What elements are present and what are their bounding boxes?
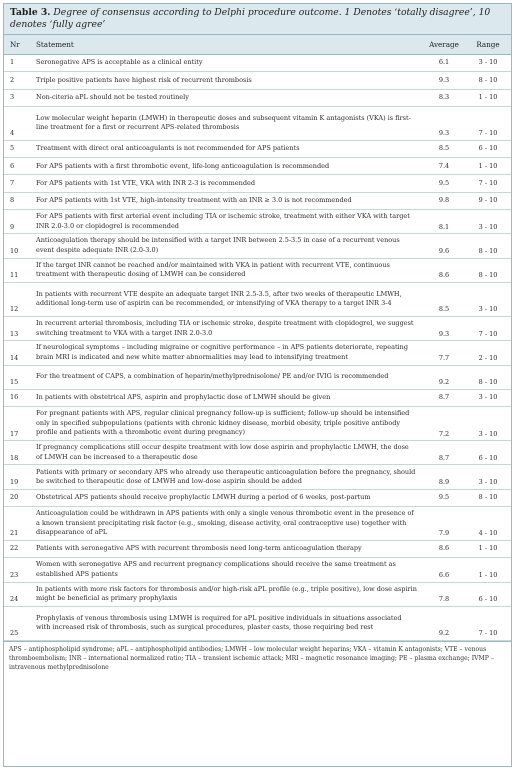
row-statement: In recurrent arterial thrombosis, including TIA or ischemic stroke, despite treatment with clopidogrel, we suggest switching treatment to VKA with a target INR 2.0-3.0 — [36, 319, 414, 337]
row-nr: 7 — [10, 178, 15, 187]
row-average: 9.5 — [438, 493, 450, 502]
row-average: 8.6 — [438, 271, 450, 280]
caption-text: Degree of consensus according to Delphi procedure outcome. 1 Denotes ‘totally disagree’, 10 denotes ‘fully agree’ — [10, 7, 491, 30]
row-statement: If pregnancy complications still occur despite treatment with low dose aspirin and prophylactic LMWH, the dose of LMWH can be increased to a therapeutic dose — [36, 443, 409, 461]
row-nr: 19 — [10, 478, 19, 487]
row-nr: 3 — [10, 92, 15, 101]
table-row — [4, 234, 511, 258]
table-row — [4, 193, 511, 210]
row-statement: Seronegative APS is acceptable as a clinical entity — [36, 58, 203, 67]
row-average: 9.2 — [438, 629, 450, 638]
row-average: 8.5 — [438, 305, 450, 314]
row-statement: Prophylaxis of venous thrombosis using LMWH is required for aPL positive individuals in situations associated with increased risk of thrombosis, such as surgical procedures, plaster casts, those requiring bed rest — [36, 613, 402, 632]
table-row — [4, 175, 511, 192]
table-figure — [3, 3, 512, 767]
table-row — [4, 490, 511, 507]
row-range: 4 - 10 — [478, 529, 498, 538]
table-row — [4, 407, 511, 441]
row-statement: Anticoagulation therapy should be intensified with a target INR between 2.5-3.5 in case of a recurrent venous event despite adequate INR (2.0-3.0) — [36, 236, 400, 255]
row-range: 1 - 10 — [478, 161, 498, 170]
row-statement: Patients with seronegative APS with recurrent thrombosis need long-term anticoagulation therapy — [36, 544, 362, 553]
row-range: 3 - 10 — [478, 393, 498, 402]
row-range: 7 - 10 — [478, 329, 498, 338]
header-statement: Statement — [36, 40, 74, 49]
row-range: 7 - 10 — [478, 629, 498, 638]
row-statement: For pregnant patients with APS, regular clinical pregnancy follow-up is sufficient; follow-up should be intensified only in specified subpopulations (patients with chronic kidney disease, morbid obesity, triple positive antibody profile and patients with a thrombotic event during pregnancy) — [36, 409, 410, 437]
row-range: 9 - 10 — [478, 196, 498, 205]
row-nr: 12 — [10, 305, 19, 314]
table-row — [4, 141, 511, 158]
row-nr: 4 — [10, 129, 15, 138]
row-average: 9.3 — [438, 329, 450, 338]
row-average: 8.7 — [438, 453, 450, 462]
row-range: 7 - 10 — [478, 129, 498, 138]
row-nr: 18 — [10, 453, 19, 462]
row-nr: 17 — [10, 429, 19, 438]
row-nr: 14 — [10, 353, 19, 362]
row-average: 8.1 — [438, 222, 450, 231]
row-nr: 13 — [10, 329, 19, 338]
row-range: 1 - 10 — [478, 92, 498, 101]
row-nr: 8 — [10, 196, 15, 205]
row-range: 2 - 10 — [478, 353, 498, 362]
row-average: 8.3 — [438, 92, 450, 101]
table-row — [4, 465, 511, 489]
table-row — [4, 341, 511, 365]
row-average: 9.3 — [438, 75, 450, 84]
row-nr: 2 — [10, 75, 15, 84]
row-average: 7.9 — [438, 529, 450, 538]
row-range: 3 - 10 — [478, 478, 498, 487]
row-average: 8.7 — [438, 393, 450, 402]
row-average: 9.5 — [438, 178, 450, 187]
row-nr: 16 — [10, 393, 19, 402]
table-body — [4, 55, 511, 641]
table-row — [4, 541, 511, 558]
table-caption — [4, 4, 511, 34]
table-row — [4, 210, 511, 234]
row-statement: Non-citeria aPL should not be tested routinely — [36, 92, 189, 101]
row-statement: If neurological symptoms – including migraine or cognitive performance – in APS patients deteriorate, repeating brain MRI is indicated and new white matter abnormalities may lead to intensifying treatment — [36, 343, 408, 361]
row-statement: Low molecular weight heparin (LMWH) in therapeutic doses and subsequent vitamin K antagonists (VKA) is first-line treatment for a first or recurrent APS-related thrombosis — [36, 113, 411, 132]
row-statement: In patients with recurrent VTE despite an adequate target INR 2.5-3.5, after two weeks of therapeutic LMWH, additional long-term use of aspirin can be recommended, or intensifying of VKA therapy to a target INR 3-4 — [36, 289, 402, 308]
row-average: 8.5 — [438, 144, 450, 153]
row-average: 6.1 — [438, 58, 450, 67]
row-average: 9.6 — [438, 247, 450, 256]
table-row — [4, 55, 511, 72]
row-nr: 22 — [10, 544, 19, 553]
row-average: 6.6 — [438, 571, 450, 580]
row-range: 6 - 10 — [478, 144, 498, 153]
row-range: 7 - 10 — [478, 178, 498, 187]
table-footnote: APS – antiphospholipid syndrome; aPL – antiphospholipid antibodies; LMWH – low molecular weight heparins; VKA – vitamin K antagonists; VTE – venous thromboembolism; INR – international normalized ratio; TIA – transient ischemic attack; MRI – magnetic resonance imaging; PE – plasma exchange; IVMP – intravenous methylprednisolone — [4, 641, 511, 672]
row-average: 8.9 — [438, 478, 450, 487]
table-row — [4, 283, 511, 317]
row-statement: For APS patients with 1st VTE, VKA with INR 2-3 is recommended — [36, 178, 255, 187]
row-statement: Treatment with direct oral anticoagulants is not recommended for APS patients — [36, 144, 300, 153]
row-range: 3 - 10 — [478, 305, 498, 314]
row-range: 8 - 10 — [478, 493, 498, 502]
row-average: 7.7 — [438, 353, 450, 362]
row-range: 6 - 10 — [478, 595, 498, 604]
table-row — [4, 507, 511, 541]
table-header — [4, 34, 511, 55]
row-average: 7.4 — [438, 161, 450, 170]
table-row — [4, 607, 511, 641]
row-average: 8.6 — [438, 544, 450, 553]
row-nr: 11 — [10, 271, 19, 280]
table-row — [4, 259, 511, 283]
table-row — [4, 90, 511, 107]
row-range: 8 - 10 — [478, 378, 498, 387]
caption-label: Table 3. — [10, 7, 51, 18]
row-nr: 25 — [10, 629, 19, 638]
row-statement: Triple positive patients have highest risk of recurrent thrombosis — [36, 75, 252, 84]
row-statement: In patients with obstetrical APS, aspirin and prophylactic dose of LMWH should be given — [36, 393, 331, 402]
row-average: 9.3 — [438, 129, 450, 138]
row-statement: For APS patients with 1st VTE, high-intensity treatment with an INR ≥ 3.0 is not recommended — [36, 196, 352, 205]
row-statement: For APS patients with first arterial event including TIA or ischemic stroke, treatment with either VKA with target INR 2.0-3.0 or clopidogrel is recommended — [36, 212, 410, 230]
table-row — [4, 441, 511, 465]
row-average: 7.2 — [438, 429, 450, 438]
row-range: 3 - 10 — [478, 429, 498, 438]
row-nr: 24 — [10, 595, 19, 604]
row-range: 6 - 10 — [478, 453, 498, 462]
row-statement: If the target INR cannot be reached and/or maintained with VKA in patient with recurrent VTE, continuous treatment with therapeutic dosing of LMWH can be considered — [36, 260, 390, 279]
header-average: Average — [429, 40, 459, 49]
table-row — [4, 366, 511, 390]
row-statement: In patients with more risk factors for thrombosis and/or high-risk aPL profile (e.g., triple positive), low dose aspirin might be beneficial as primary prophylaxis — [36, 584, 417, 603]
row-average: 9.2 — [438, 378, 450, 387]
row-range: 8 - 10 — [478, 247, 498, 256]
table-row — [4, 72, 511, 89]
row-statement: For the treatment of CAPS, a combination of heparin/methylprednisolone/ PE and/or IVIG is recommended — [36, 372, 389, 381]
header-range: Range — [476, 40, 500, 49]
row-statement: Obstetrical APS patients should receive prophylactic LMWH during a period of 6 weeks, post-partum — [36, 493, 371, 502]
table-row — [4, 317, 511, 341]
row-statement: Anticoagulation could be withdrawn in APS patients with only a single venous thrombotic event in the presence of a known transient precipitating risk factor (e.g., smoking, disease activity, oral contraceptive use) together with disappearance of aPL — [36, 509, 414, 537]
row-nr: 10 — [10, 247, 19, 256]
header-nr: Nr — [10, 40, 20, 49]
row-statement: Women with seronegative APS and recurrent pregnancy complications should receive the same treatment as established APS patients — [36, 560, 396, 578]
table-row — [4, 583, 511, 607]
row-nr: 15 — [10, 378, 19, 387]
row-nr: 5 — [10, 144, 15, 153]
row-nr: 1 — [10, 58, 15, 67]
row-nr: 9 — [10, 222, 15, 231]
row-range: 1 - 10 — [478, 544, 498, 553]
table-row — [4, 390, 511, 407]
row-average: 7.8 — [438, 595, 450, 604]
row-range: 3 - 10 — [478, 222, 498, 231]
row-range: 1 - 10 — [478, 571, 498, 580]
table-row — [4, 107, 511, 141]
row-nr: 23 — [10, 571, 19, 580]
row-nr: 20 — [10, 493, 19, 502]
table-row — [4, 558, 511, 582]
row-range: 8 - 10 — [478, 75, 498, 84]
row-statement: For APS patients with a first thrombotic event, life-long anticoagulation is recommended — [36, 161, 330, 170]
row-nr: 21 — [10, 529, 19, 538]
row-average: 9.8 — [438, 196, 450, 205]
row-nr: 6 — [10, 161, 15, 170]
row-statement: Patients with primary or secondary APS who already use therapeutic anticoagulation before the pregnancy, should be switched to therapeutic dose of LMWH and low-dose aspirin should be added — [36, 467, 416, 486]
row-range: 3 - 10 — [478, 58, 498, 67]
table-row — [4, 158, 511, 175]
row-range: 8 - 10 — [478, 271, 498, 280]
